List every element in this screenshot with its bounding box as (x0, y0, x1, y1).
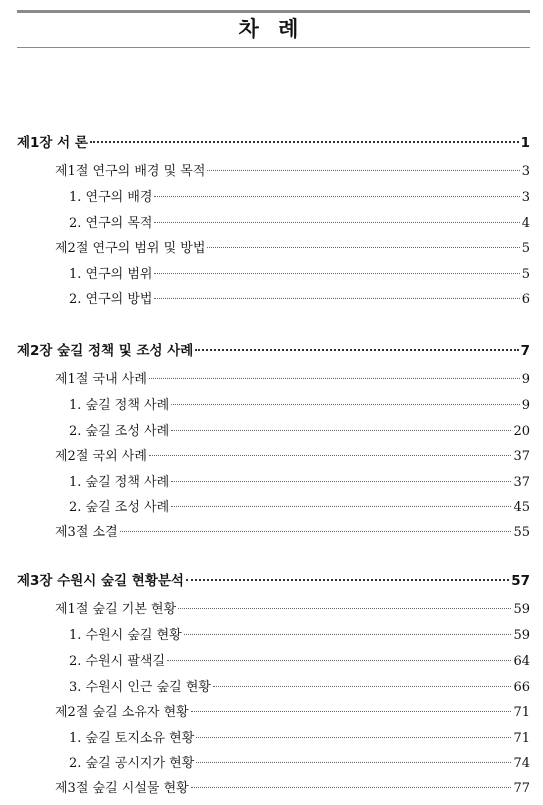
toc-leader-dots (120, 531, 512, 532)
toc-entry-label: 제1절 연구의 배경 및 목적 (55, 164, 206, 179)
toc-entry-page: 71 (513, 731, 530, 746)
toc-leader-dots (154, 298, 519, 299)
toc-leader-dots (171, 404, 520, 405)
toc-entry-label: 2. 숲길 공시지가 현황 (69, 756, 195, 771)
toc-entry-page: 45 (513, 500, 530, 515)
toc-entry-label: 제3절 소결 (55, 525, 118, 540)
toc-entry-page: 37 (513, 449, 530, 464)
toc-entry-label: 1. 숲길 정책 사례 (69, 475, 170, 490)
toc-entry-label: 3. 수원시 인근 숲길 현황 (69, 680, 211, 695)
toc-entry-page: 71 (513, 705, 530, 720)
toc-entry-label: 2. 연구의 방법 (69, 292, 153, 307)
toc-entry-page: 7 (520, 343, 530, 359)
toc-entry-page: 64 (513, 654, 530, 669)
toc-section-entry[interactable] (55, 521, 530, 541)
toc-entry-label: 제1절 국내 사례 (55, 372, 147, 387)
toc-sub-entry[interactable] (69, 650, 530, 670)
toc-sub-entry[interactable] (69, 394, 530, 414)
toc-entry-label: 제1절 숲길 기본 현황 (55, 602, 177, 617)
toc-entry-page: 37 (513, 475, 530, 490)
toc-leader-dots (207, 170, 519, 171)
toc-sub-entry[interactable] (69, 727, 530, 747)
toc-sub-entry[interactable] (69, 186, 530, 206)
toc-sub-entry[interactable] (69, 752, 530, 772)
toc-entry-label: 제2절 숲길 소유자 현황 (55, 705, 189, 720)
toc-entry-label: 제2장 숲길 정책 및 조성 사례 (17, 343, 194, 359)
toc-leader-dots (171, 481, 511, 482)
title-rule-bottom (17, 47, 530, 48)
toc-sub-entry[interactable] (69, 288, 530, 308)
toc-section-entry[interactable] (55, 160, 530, 180)
toc-entry-page: 5 (521, 241, 530, 256)
toc-entry-page: 77 (513, 781, 530, 796)
toc-entry-page: 9 (521, 398, 530, 413)
toc-section-entry[interactable] (55, 701, 530, 721)
toc-entry-page: 6 (521, 292, 530, 307)
toc-entry-page: 9 (521, 372, 530, 387)
toc-leader-dots (213, 686, 511, 687)
toc-leader-dots (171, 506, 511, 507)
toc-entry-page: 59 (513, 628, 530, 643)
toc-leader-dots (195, 349, 518, 351)
title-rule-top (17, 10, 530, 13)
toc-entry-label: 2. 연구의 목적 (69, 216, 153, 231)
toc-entry-label: 1. 숲길 토지소유 현황 (69, 731, 195, 746)
toc-entry-label: 2. 수원시 팔색길 (69, 654, 166, 669)
toc-section-entry[interactable] (55, 237, 530, 257)
toc-leader-dots (154, 196, 519, 197)
toc-entry-page: 66 (513, 680, 530, 695)
toc-leader-dots (154, 273, 519, 274)
toc-entry-page: 55 (513, 525, 530, 540)
toc-entry-page: 4 (521, 216, 530, 231)
toc-leader-dots (149, 378, 520, 379)
toc-entry-label: 제2절 국외 사례 (55, 449, 147, 464)
toc-leader-dots (178, 608, 511, 609)
toc-entry-page: 74 (513, 756, 530, 771)
page-title: 차 례 (238, 17, 305, 41)
toc-entry-page: 59 (513, 602, 530, 617)
toc-leader-dots (207, 247, 519, 248)
toc-leader-dots (184, 634, 512, 635)
toc-chapter-entry[interactable] (17, 569, 530, 589)
toc-entry-page: 3 (521, 190, 530, 205)
toc-leader-dots (154, 222, 519, 223)
toc-entry-label: 제3장 수원시 숲길 현황분석 (17, 573, 184, 589)
toc-sub-entry[interactable] (69, 420, 530, 440)
toc-entry-label: 제3절 숲길 시설물 현황 (55, 781, 189, 796)
toc-entry-page: 20 (513, 424, 530, 439)
toc-leader-dots (171, 430, 511, 431)
toc-leader-dots (191, 711, 512, 712)
toc-entry-label: 1. 연구의 배경 (69, 190, 153, 205)
toc-sub-entry[interactable] (69, 624, 530, 644)
toc-leader-dots (196, 737, 511, 738)
toc-chapter-entry[interactable] (17, 131, 530, 151)
toc-entry-label: 2. 숲길 조성 사례 (69, 424, 170, 439)
toc-section-entry[interactable] (55, 368, 530, 388)
toc-leader-dots (149, 455, 512, 456)
toc-leader-dots (167, 660, 511, 661)
toc-section-entry[interactable] (55, 777, 530, 797)
toc-leader-dots (186, 579, 509, 581)
toc-leader-dots (90, 141, 519, 143)
toc-sub-entry[interactable] (69, 471, 530, 491)
toc-entry-label: 1. 수원시 숲길 현황 (69, 628, 182, 643)
toc-leader-dots (196, 762, 511, 763)
toc-section-entry[interactable] (55, 598, 530, 618)
toc-chapter-entry[interactable] (17, 339, 530, 359)
toc-entry-label: 1. 연구의 범위 (69, 267, 153, 282)
toc-entry-page: 1 (520, 135, 530, 151)
toc-section-entry[interactable] (55, 445, 530, 465)
toc-entry-page: 5 (521, 267, 530, 282)
toc-entry-page: 57 (511, 573, 530, 589)
toc-entry-label: 1. 숲길 정책 사례 (69, 398, 170, 413)
toc-leader-dots (191, 787, 512, 788)
toc-sub-entry[interactable] (69, 212, 530, 232)
toc-sub-entry[interactable] (69, 263, 530, 283)
toc-entry-label: 제2절 연구의 범위 및 방법 (55, 241, 206, 256)
toc-entry-label: 제1장 서 론 (17, 135, 88, 151)
toc-entry-label: 2. 숲길 조성 사례 (69, 500, 170, 515)
toc-entry-page: 3 (521, 164, 530, 179)
toc-sub-entry[interactable] (69, 676, 530, 696)
toc-sub-entry[interactable] (69, 496, 530, 516)
